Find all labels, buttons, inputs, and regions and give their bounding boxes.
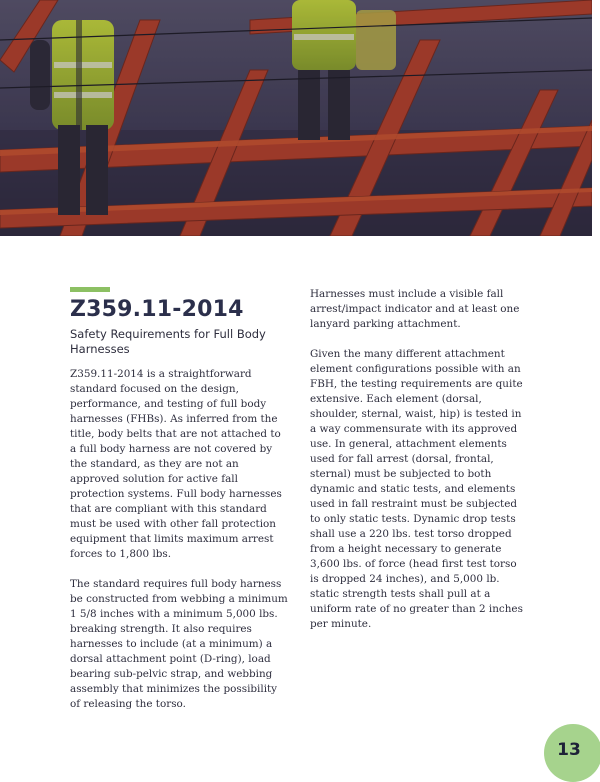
accent-bar xyxy=(70,287,110,292)
page-number: 13 xyxy=(557,740,581,760)
left-text-column xyxy=(70,367,288,727)
section-title: Z359.11-2014 xyxy=(70,297,244,322)
section-subtitle: Safety Requirements for Full Body Harnesses xyxy=(70,327,266,356)
right-text-column xyxy=(310,287,528,647)
hero-image xyxy=(0,0,592,236)
steel-beams-illustration xyxy=(0,0,592,236)
body-paragraph: Z359.11-2014 is a straightforward standard focused on the design, performance, and testing of full body harnesses (FHBs). As inferred from the title, body belts that are not attached to a full body harness are not covered by the standard, as they are not an approved solution for active fall protection systems. Full body harnesses that are compliant with this standard must be used with other fall protection equipment that limits maximum arrest forces to 1,800 lbs. xyxy=(70,368,282,560)
body-paragraph: Harnesses must include a visible fall arrest/impact indicator and at least one lanyard parking attachment. xyxy=(310,288,520,330)
body-paragraph: Given the many different attachment element configurations possible with an FBH, the testing requirements are quite extensive. Each element (dorsal, shoulder, sternal, waist, hip) is tested in a way commensurate with its approved use. In general, attachment elements used for fall arrest (dorsal, frontal, sternal) must be subjected to both dynamic and static tests, and elements used in fall restraint must be subjected to only static tests. Dynamic drop tests shall use a 220 lbs. test torso dropped from a height necessary to generate 3,600 lbs. of force (head first test torso is dropped 24 inches), and 5,000 lb. static strength tests shall pull at a uniform rate of no greater than 2 inches per minute. xyxy=(310,348,523,630)
body-paragraph: The standard requires full body harness be constructed from webbing a minimum 1 5/8 inches with a minimum 5,000 lbs. breaking strength. It also requires harnesses to include (at a minimum) a dorsal attachment point (D-ring), load bearing sub-pelvic strap, and webbing assembly that minimizes the possibility of releasing the torso. xyxy=(70,578,288,710)
